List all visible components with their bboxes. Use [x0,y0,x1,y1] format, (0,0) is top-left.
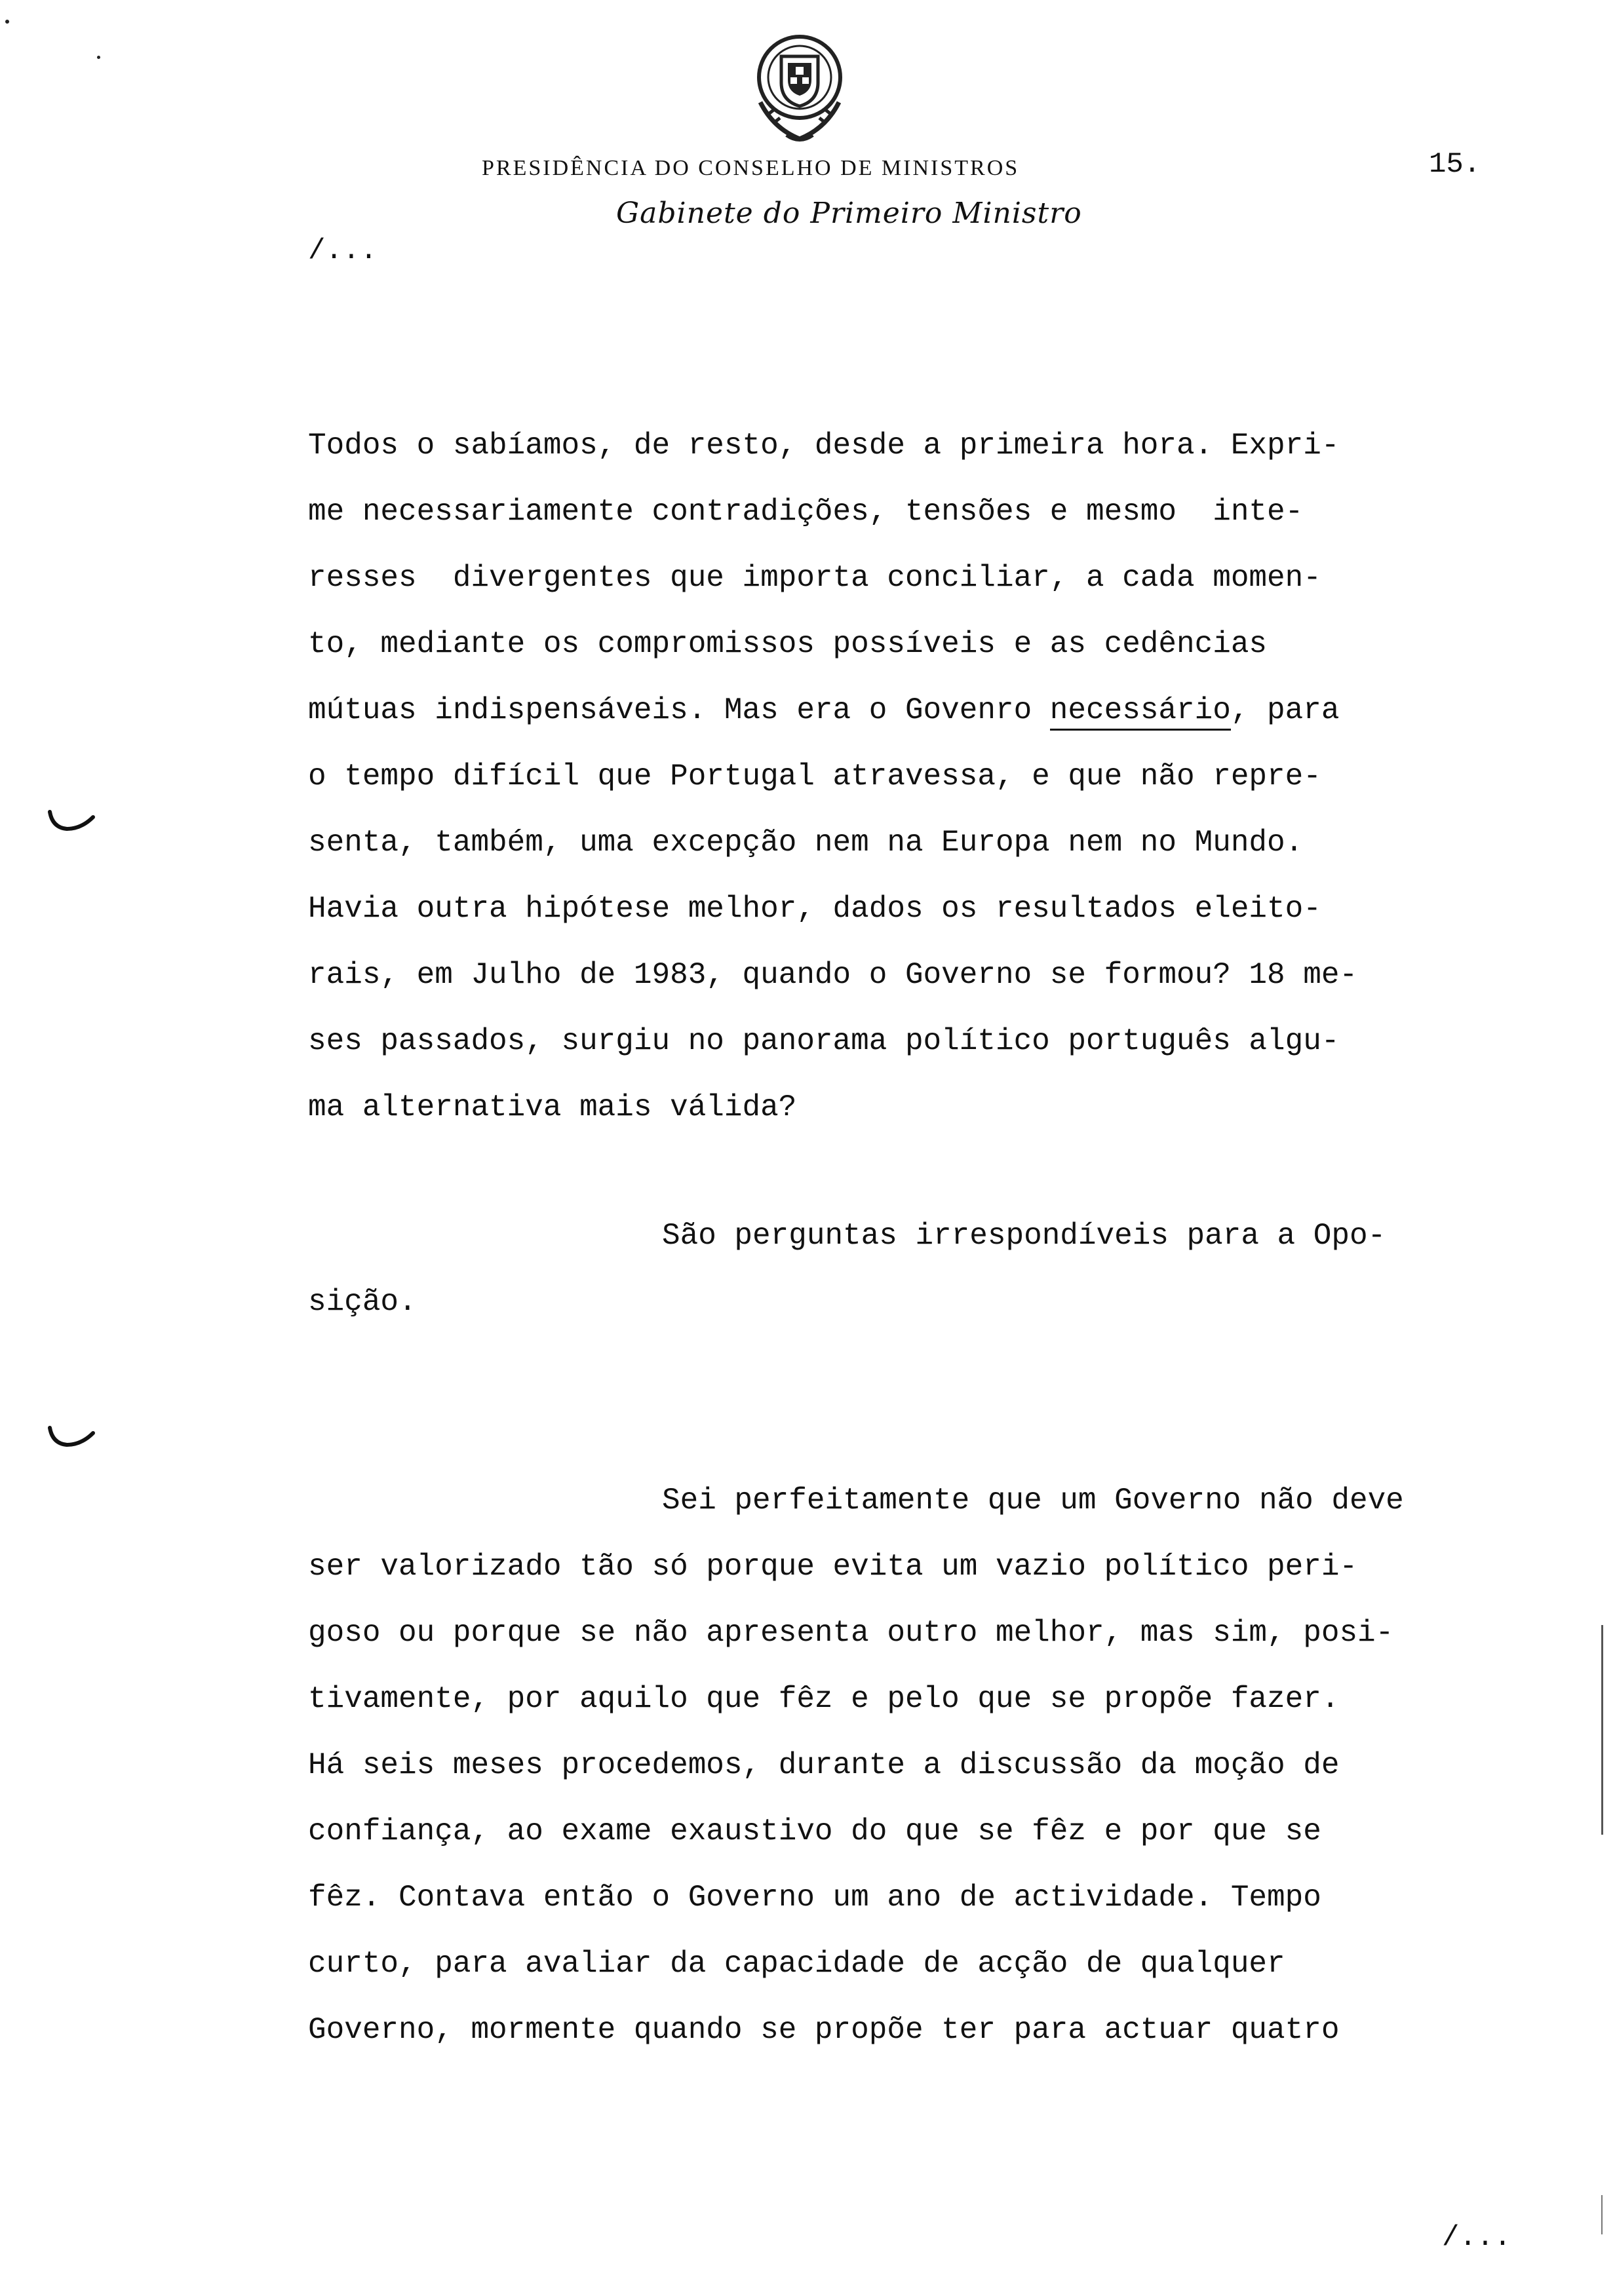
paragraph-2 [308,1203,1488,1335]
text-line: curto, para avaliar da capacidade de acção de qualquer [308,1947,1285,1981]
continuation-marker-top: /... [308,235,378,267]
text-line: Sei perfeitamente que um Governo não deve [662,1483,1404,1518]
text-line: Todos o sabíamos, de resto, desde a primeira hora. Expri- [308,429,1340,463]
continuation-marker-bottom: /... [1442,2221,1511,2254]
paragraph-3 [308,1468,1488,2063]
text-line: sição. [308,1285,417,1319]
text-line: fêz. Contava então o Governo um ano de actividade. Tempo [308,1881,1321,1915]
stray-dot [97,56,100,59]
paragraph-1 [308,413,1488,1141]
page-edge-line [1601,1625,1603,1835]
text-line: Há seis meses procedemos, durante a discussão da moção de [308,1748,1340,1782]
office-title: PRESIDÊNCIA DO CONSELHO DE MINISTROS [482,156,1020,180]
coat-of-arms-icon [734,24,865,155]
text-line: Governo, mormente quando se propõe ter para actuar quatro [308,2013,1340,2047]
text-line: goso ou porque se não apresenta outro melhor, mas sim, posi- [308,1616,1394,1650]
page-number: 15. [1429,148,1481,181]
text-segment: mútuas indispensáveis. Mas era o Govenro [308,693,1050,727]
text-line: o tempo difícil que Portugal atravessa, e que não repre- [308,759,1321,794]
text-segment: , para [1230,693,1340,727]
text-line: to, mediante os compromissos possíveis e as cedências [308,627,1268,661]
text-line: ma alternativa mais válida? [308,1090,797,1124]
text-line: rais, em Julho de 1983, quando o Governo se formou? 18 me- [308,958,1358,992]
text-line: tivamente, por aquilo que fêz e pelo que se propõe fazer. [308,1682,1340,1716]
text-line: resses divergentes que importa conciliar, a cada momen- [308,561,1321,595]
page-edge-line [1601,2195,1603,2234]
text-line: confiança, ao exame exaustivo do que se fêz e por que se [308,1814,1321,1848]
text-line: ser valorizado tão só porque evita um vazio político peri- [308,1550,1358,1584]
check-tick-icon [46,1425,98,1451]
cabinet-subtitle: Gabinete do Primeiro Ministro [616,197,1082,230]
underlined-word: necessário [1050,693,1231,731]
text-line: me necessariamente contradições, tensões e mesmo inte- [308,495,1304,529]
check-tick-icon [46,809,98,835]
text-line: Havia outra hipótese melhor, dados os resultados eleito- [308,892,1321,926]
text-line: ses passados, surgiu no panorama político português algu- [308,1024,1340,1058]
text-line [308,678,1488,744]
text-line: São perguntas irrespondíveis para a Opo- [662,1219,1386,1253]
text-line: senta, também, uma excepção nem na Europa nem no Mundo. [308,826,1304,860]
stray-dot [5,20,9,24]
